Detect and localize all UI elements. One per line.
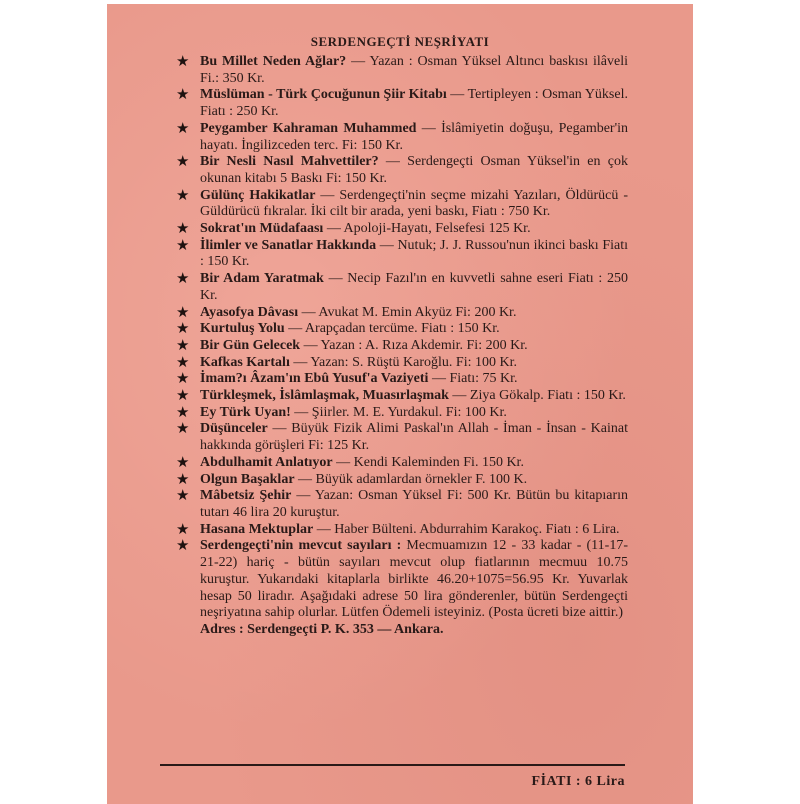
book-title: Müslüman - Türk Çocuğunun Şiir Kitabı <box>200 87 447 103</box>
star-icon: ★ <box>176 54 190 70</box>
book-description: — Fiatı: 75 Kr. <box>428 371 518 387</box>
star-icon: ★ <box>176 404 190 421</box>
book-description: — Serdengeçti Osman Yüksel'in en çok okunan kitabı 5 Baskı Fi: 150 Kr. <box>200 154 628 186</box>
book-description: — Arapçadan tercüme. Fiatı : 150 Kr. <box>284 321 500 337</box>
book-description: — Yazan : A. Rıza Akdemir. Fi: 200 Kr. <box>300 337 528 353</box>
star-icon: ★ <box>176 388 190 405</box>
list-item <box>176 54 629 87</box>
list-item <box>176 187 628 221</box>
book-title: Ayasofya Dâvası <box>200 304 299 320</box>
book-title: Ey Türk Uyan! <box>200 404 291 420</box>
book-description: — İslâmiyetin doğuşu, Pegamber'in hayatı. İngilizceden terc. Fi: 150 Kr. <box>200 120 628 153</box>
star-icon: ★ <box>176 187 190 204</box>
book-title: Türkleşmek, İslâmlaşmak, Muasırlaşmak <box>200 388 449 404</box>
star-icon: ★ <box>176 354 190 371</box>
star-icon: ★ <box>176 271 190 288</box>
book-description: — Nutuk; J. J. Russou'nun ikinci baskı Fiatı : 150 Kr. <box>200 237 628 270</box>
list-item <box>176 371 628 388</box>
document-page <box>107 4 693 804</box>
book-description: Mecmuamızın 12 - 33 kadar - (11-17-21-22) hariç - bütün sayıları mevcut olup fiatlarının mecmuu 10.75 kuruştur. Yukarıdaki kitaplarla birlikte 46.20+1075=56.95 Kr. Yuvarlak hesap 50 liradır. Aşağıdaki adrese 50 lira gönderenler, bütün Serdengeçti neşriyatına sahip olurlar. Lütfen Ödemeli isteyiniz. (Posta ücreti bize aittir.) <box>200 538 628 621</box>
book-title: Kafkas Kartalı <box>200 354 290 370</box>
list-item <box>176 404 628 422</box>
book-description: — Yazan: S. Rüştü Karoğlu. Fi: 100 Kr. <box>289 354 517 370</box>
star-icon: ★ <box>176 321 190 338</box>
list-item <box>176 221 628 238</box>
list-item <box>176 337 628 355</box>
book-description: — Kendi Kaleminden Fi. 150 Kr. <box>332 454 524 470</box>
list-item <box>176 321 628 338</box>
book-title: İlimler ve Sanatlar Hakkında <box>200 237 377 253</box>
star-icon: ★ <box>176 304 190 321</box>
list-item <box>176 354 628 372</box>
star-icon: ★ <box>176 488 190 505</box>
star-icon: ★ <box>176 421 190 438</box>
book-title: Bir Gün Gelecek <box>200 337 301 353</box>
book-title: Düşünceler <box>200 421 268 437</box>
list-item <box>176 304 628 322</box>
book-title: Gülünç Hakikatlar <box>200 187 316 203</box>
book-description: — Necip Fazıl'ın en kuvvetli sahne eseri Fiatı : 250 Kr. <box>200 271 629 303</box>
book-title: Olgun Başaklar <box>200 471 295 487</box>
list-item <box>176 87 628 120</box>
page-title: SERDENGEÇTİ NEŞRİYATI <box>310 34 490 49</box>
star-icon: ★ <box>176 87 190 104</box>
star-icon: ★ <box>176 237 190 254</box>
book-description: — Tertipleyen : Osman Yüksel. Fiatı : 250 Kr. <box>200 87 628 120</box>
book-title: Peygamber Kahraman Muhammed <box>200 120 417 136</box>
star-icon: ★ <box>176 120 190 137</box>
divider <box>160 764 625 766</box>
list-item <box>176 538 628 622</box>
list-item <box>176 120 628 154</box>
book-title: Hasana Mektuplar <box>200 521 314 537</box>
star-icon: ★ <box>176 521 190 538</box>
star-icon: ★ <box>176 454 190 471</box>
book-title: İmam?ı Âzam'ın Ebû Yusuf'a Vaziyeti <box>200 371 429 387</box>
book-description: — Serdengeçti'nin seçme mizahi Yazıları, Öldürücü - Güldürücü fıkralar. İki cilt bir arada, yeni baskı, Fiatı : 750 Kr. <box>200 187 628 220</box>
book-description: — Büyük adamlardan örnekler F. 100 K. <box>294 471 528 487</box>
star-icon: ★ <box>176 337 190 354</box>
book-description: — Yazan : Osman Yüksel Altıncı baskısı ilâveli Fi.: 350 Kr. <box>200 54 629 86</box>
book-title: Sokrat'ın Müdafaası <box>200 221 324 237</box>
price-label: FİATI : 6 Lira <box>531 774 625 789</box>
star-icon: ★ <box>176 221 190 238</box>
list-item <box>176 488 628 521</box>
book-title: Bu Millet Neden Ağlar? <box>200 54 347 69</box>
list-item <box>176 388 628 405</box>
book-description: — Avukat M. Emin Akyüz Fi: 200 Kr. <box>298 304 517 320</box>
book-title: Mâbetsiz Şehir <box>200 488 292 504</box>
book-title: Abdulhamit Anlatıyor <box>200 454 333 470</box>
book-description: — Büyük Fizik Alimi Paskal'ın Allah - İman - İnsan - Kainat hakkında görüşleri Fi: 125 Kr. <box>200 421 628 454</box>
star-icon: ★ <box>176 371 190 388</box>
star-icon: ★ <box>176 154 190 171</box>
book-title: Bir Nesli Nasıl Mahvettiler? <box>200 154 379 170</box>
list-item <box>176 521 628 539</box>
book-description: — Ziya Gökalp. Fiatı : 150 Kr. <box>448 388 626 404</box>
book-description: — Apoloji-Hayatı, Felsefesi 125 Kr. <box>323 221 531 237</box>
book-description: — Haber Bülteni. Abdurrahim Karakoç. Fiatı : 6 Lira. <box>313 521 620 537</box>
list-item <box>176 471 628 489</box>
star-icon: ★ <box>176 538 190 555</box>
address: Adres : Serdengeçti P. K. 353 — Ankara. <box>200 621 444 637</box>
book-description: — Yazan: Osman Yüksel Fi: 500 Kr. Bütün bu kitapıarın tutarı 46 lira 20 kuruştur. <box>200 488 628 520</box>
book-description: — Şiirler. M. E. Yurdakul. Fi: 100 Kr. <box>290 404 507 420</box>
book-title: Bir Adam Yaratmak <box>200 271 324 287</box>
list-item <box>176 154 628 187</box>
book-title: Serdengeçti'nin mevcut sayıları : <box>200 538 402 554</box>
publication-list <box>176 54 629 639</box>
star-icon: ★ <box>176 471 190 488</box>
list-item <box>176 454 628 472</box>
list-item <box>176 421 628 454</box>
list-item <box>176 237 628 271</box>
book-title: Kurtuluş Yolu <box>200 321 285 337</box>
list-item <box>176 271 629 304</box>
